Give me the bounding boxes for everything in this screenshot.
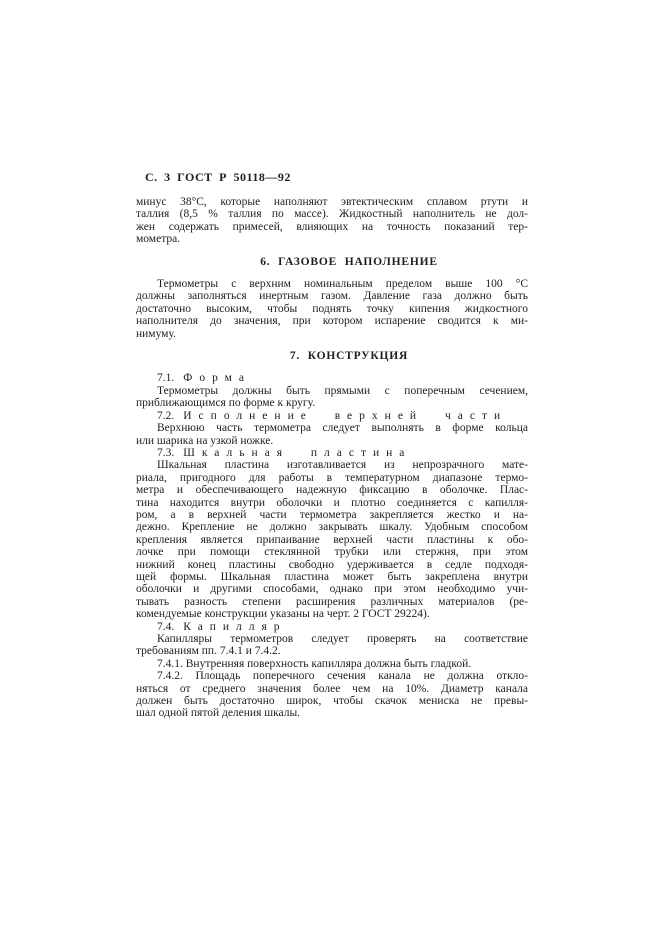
clause-subheading bbox=[136, 410, 528, 422]
text-line: должны заполняться инертным газом. Давление газа должно быть bbox=[136, 290, 528, 303]
text-line: нижний конец пластины свободно удерживается в седле подходя- bbox=[136, 558, 528, 571]
text-line: тина находится внутри оболочки и плотно соединяется с капилля- bbox=[136, 496, 528, 509]
text-line: комендуемые конструкции указаны на черт. 2 ГОСТ 29224). bbox=[136, 608, 430, 621]
text-line: должен быть достаточно широк, чтобы скачок мениска не превы- bbox=[136, 695, 528, 708]
text-line: приближающимся по форме к кругу. bbox=[136, 397, 316, 410]
page-header-label: С. 3 ГОСТ Р 50118—92 bbox=[145, 170, 291, 184]
text-line: наполнителя до значения, при котором испарение сводится к ми- bbox=[136, 315, 528, 328]
clause-subheading bbox=[136, 447, 528, 459]
clause-term: Форма bbox=[183, 372, 251, 385]
text-line: или шарика на узкой ножке. bbox=[136, 434, 274, 447]
text-line: ром, а в верхней части термометра закрепляется жестко и на- bbox=[136, 508, 528, 521]
paragraph bbox=[136, 278, 528, 340]
clause-number: 7.1. bbox=[157, 372, 175, 385]
clause-subheading bbox=[136, 372, 528, 384]
clause-number: 7.4. bbox=[157, 620, 175, 633]
document-body bbox=[136, 196, 528, 720]
text-line: Термометры должны быть прямыми с поперечным сечением, bbox=[157, 384, 528, 397]
text-line: жен содержать примесей, влияющих на точность показаний тер- bbox=[136, 220, 528, 233]
text-line: Термометры с верхним номинальным пределом выше 100 °С bbox=[157, 278, 528, 291]
text-line: метра и обеспечивающего надежную фиксацию в оболочке. Плас- bbox=[136, 484, 528, 497]
text-line: требованиям пп. 7.4.1 и 7.4.2. bbox=[136, 645, 281, 658]
text-line: таллия (8,5 % таллия по массе). Жидкостный наполнитель не дол- bbox=[136, 208, 528, 221]
clause-term: Капилляр bbox=[183, 620, 287, 633]
clause-term: Шкальная пластина bbox=[183, 446, 412, 459]
text-line: минус 38°С, которые наполняют эвтектическим сплавом ртути и bbox=[136, 196, 528, 208]
clause-number: 7.3. bbox=[157, 446, 175, 459]
text-line: тывать разность степени расширения различных материалов (ре- bbox=[136, 595, 528, 608]
text-line: крепления является припаивание верхней части пластины к обо- bbox=[136, 533, 528, 546]
text-line: лочке при помощи стеклянной трубки или стержня, при этом bbox=[136, 546, 528, 559]
clause-subheading bbox=[136, 621, 528, 633]
text-line: дежно. Крепление не должно закрывать шкалу. Удобным способом bbox=[136, 521, 528, 534]
text-line: щей формы. Шкальная пластина может быть закреплена внутри bbox=[136, 570, 528, 583]
text-line: Верхнюю часть термометра следует выполнять в форме кольца bbox=[157, 422, 528, 435]
paragraph bbox=[136, 422, 528, 447]
paragraph bbox=[136, 196, 528, 246]
paragraph bbox=[136, 633, 528, 658]
text-line: мометра. bbox=[136, 233, 181, 246]
text-line: нимуму. bbox=[136, 327, 176, 340]
paragraph bbox=[136, 459, 528, 620]
text-line: няться от среднего значения более чем на 10%. Диаметр канала bbox=[136, 682, 528, 695]
text-line: риала, пригодного для работы в температурном диапазоне термо- bbox=[136, 471, 528, 484]
section-heading: 6. ГАЗОВОЕ НАПОЛНЕНИЕ bbox=[260, 255, 438, 268]
text-line: достаточно высоким, чтобы поднять точку кипения жидкостного bbox=[136, 302, 528, 315]
clause-term: Исполнение верхней части bbox=[183, 409, 508, 422]
clause-number: 7.2. bbox=[157, 409, 175, 422]
text-line: Шкальная пластина изготавливается из непрозрачного мате- bbox=[157, 459, 528, 472]
text-line: 7.4.2. Площадь поперечного сечения канала не должна откло- bbox=[157, 670, 528, 683]
paragraph bbox=[136, 670, 528, 720]
text-line: шал одной пятой деления шкалы. bbox=[136, 707, 301, 720]
text-line: оболочки и другими способами, однако при этом необходимо учи- bbox=[136, 583, 528, 596]
text-line: 7.4.1. Внутренняя поверхность капилляра должна быть гладкой. bbox=[157, 657, 472, 670]
paragraph bbox=[136, 385, 528, 410]
text-line: Капилляры термометров следует проверять на соответствие bbox=[157, 633, 528, 645]
paragraph bbox=[136, 658, 528, 670]
section-heading: 7. КОНСТРУКЦИЯ bbox=[289, 350, 409, 363]
